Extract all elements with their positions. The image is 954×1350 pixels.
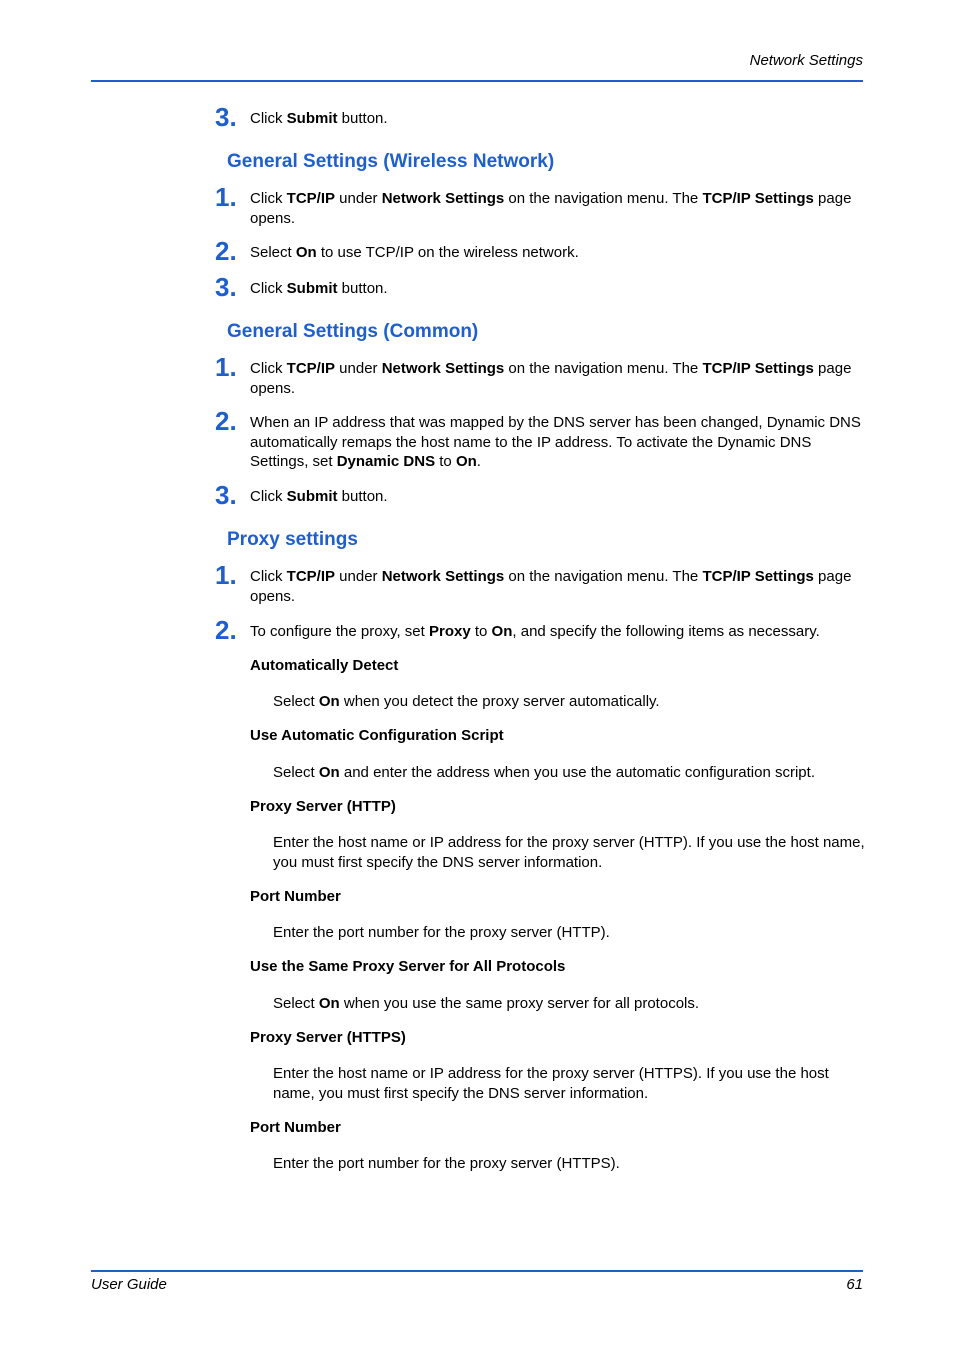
section-title: Proxy settings: [227, 529, 358, 550]
item-title: Use Automatic Configuration Script: [250, 727, 504, 744]
step-text: Click Submit button.: [250, 280, 388, 297]
item-title: Proxy Server (HTTP): [250, 798, 396, 815]
item-description: Enter the port number for the proxy server (HTTP).: [273, 924, 610, 941]
step-number: 1.: [215, 352, 237, 382]
step-number: 1.: [215, 182, 237, 212]
footer-rule: [91, 1270, 863, 1272]
step-number: 2.: [215, 406, 237, 436]
item-title: Port Number: [250, 1119, 341, 1136]
item-description: Enter the port number for the proxy server (HTTPS).: [273, 1155, 620, 1172]
step-text: Click TCP/IP under Network Settings on the navigation menu. The TCP/IP Settings page opens.: [250, 190, 852, 227]
step-text: Click Submit button.: [250, 110, 388, 127]
header-rule: [91, 80, 863, 82]
item-description: Enter the host name or IP address for the proxy server (HTTP). If you use the host name, you must first specify the DNS server information.: [273, 834, 865, 871]
header-title: Network Settings: [749, 52, 863, 69]
page-number: 61: [846, 1276, 863, 1293]
item-title: Proxy Server (HTTPS): [250, 1029, 406, 1046]
step-number: 3.: [215, 272, 237, 302]
step-text: To configure the proxy, set Proxy to On, and specify the following items as necessary.: [250, 623, 820, 640]
item-title: Port Number: [250, 888, 341, 905]
footer-guide-title: User Guide: [91, 1276, 167, 1293]
step-text: Click TCP/IP under Network Settings on the navigation menu. The TCP/IP Settings page opens.: [250, 360, 852, 397]
step-number: 2.: [215, 615, 237, 645]
item-description: Select On when you use the same proxy server for all protocols.: [273, 995, 700, 1012]
step-text: Click Submit button.: [250, 488, 388, 505]
step-text: When an IP address that was mapped by the DNS server has been changed, Dynamic DNS automatically remaps the host name to the IP address. To activate the Dynamic DNS Settings, set Dynamic DNS to On.: [250, 414, 861, 470]
item-description: Select On when you detect the proxy server automatically.: [273, 693, 660, 710]
step-number: 2.: [215, 236, 237, 266]
item-description: Select On and enter the address when you use the automatic configuration script.: [273, 764, 815, 781]
step-text: Click TCP/IP under Network Settings on the navigation menu. The TCP/IP Settings page opens.: [250, 568, 852, 605]
item-title: Automatically Detect: [250, 657, 399, 674]
step-text: Select On to use TCP/IP on the wireless network.: [250, 244, 579, 261]
section-title: General Settings (Common): [227, 321, 479, 342]
step-number: 1.: [215, 560, 237, 590]
section-title: General Settings (Wireless Network): [227, 151, 555, 172]
item-description: Enter the host name or IP address for the proxy server (HTTPS). If you use the host name, you must first specify the DNS server information.: [273, 1065, 829, 1102]
step-number: 3.: [215, 480, 237, 510]
step-number: 3.: [215, 102, 237, 132]
item-title: Use the Same Proxy Server for All Protocols: [250, 958, 566, 975]
